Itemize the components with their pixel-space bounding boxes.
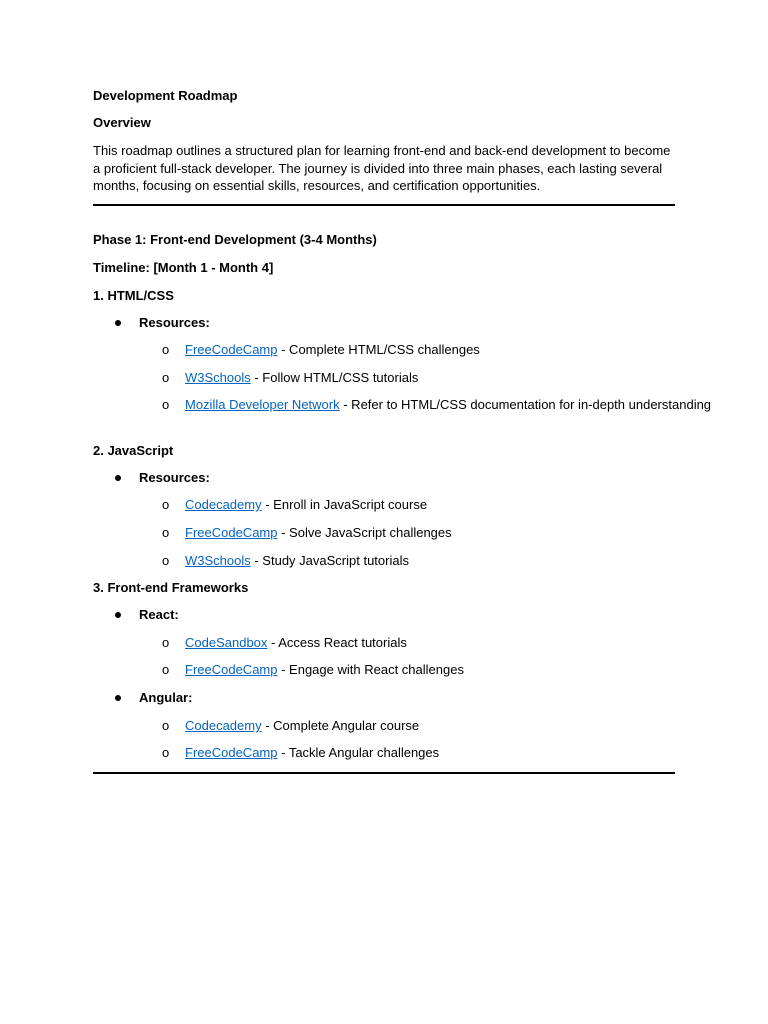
document-title: Development Roadmap bbox=[93, 88, 238, 103]
bullet-icon bbox=[115, 475, 121, 481]
section-heading-html-css: 1. HTML/CSS bbox=[93, 288, 174, 303]
link-w3schools[interactable]: W3Schools bbox=[185, 553, 251, 568]
circle-bullet-icon: o bbox=[162, 553, 170, 568]
list-item-text: - Follow HTML/CSS tutorials bbox=[250, 370, 419, 385]
circle-bullet-icon: o bbox=[162, 342, 170, 357]
list-item bbox=[93, 396, 768, 414]
list-item-text: - Refer to HTML/CSS documentation for in-depth understanding bbox=[339, 397, 712, 412]
list-item bbox=[93, 552, 767, 570]
circle-bullet-icon: o bbox=[162, 718, 170, 733]
link-freecodecamp[interactable]: FreeCodeCamp bbox=[185, 342, 278, 357]
link-codesandbox[interactable]: CodeSandbox bbox=[185, 635, 268, 650]
list-item bbox=[93, 717, 767, 735]
circle-bullet-icon: o bbox=[162, 525, 170, 540]
list-item bbox=[93, 341, 767, 359]
bullet-item bbox=[93, 469, 721, 487]
bullet-item bbox=[93, 606, 721, 624]
phase1-heading: Phase 1: Front-end Development (3-4 Months) bbox=[93, 232, 377, 247]
circle-bullet-icon: o bbox=[162, 662, 170, 677]
bullet-icon bbox=[115, 695, 121, 701]
list-item-text: - Solve JavaScript challenges bbox=[277, 525, 452, 540]
circle-bullet-icon: o bbox=[162, 635, 170, 650]
bullet-item bbox=[93, 314, 721, 332]
link-codecademy[interactable]: Codecademy bbox=[185, 497, 262, 512]
horizontal-rule-bottom bbox=[93, 772, 675, 774]
list-item-text: - Engage with React challenges bbox=[277, 662, 464, 677]
list-item bbox=[93, 496, 767, 514]
list-item bbox=[93, 744, 767, 762]
list-item bbox=[93, 524, 767, 542]
overview-paragraph: This roadmap outlines a structured plan for learning front-end and back-end development to become a proficient full-stack developer. The journey is divided into three main phases, each lasting several months, focusing on essential skills, resources, and certification opportunities. bbox=[93, 143, 671, 193]
list-item bbox=[93, 369, 767, 387]
list-item-text: - Study JavaScript tutorials bbox=[250, 553, 409, 568]
link-freecodecamp[interactable]: FreeCodeCamp bbox=[185, 525, 278, 540]
horizontal-rule-top bbox=[93, 204, 675, 206]
circle-bullet-icon: o bbox=[162, 745, 170, 760]
circle-bullet-icon: o bbox=[162, 497, 170, 512]
list-item-text: - Enroll in JavaScript course bbox=[261, 497, 428, 512]
phase1-timeline: Timeline: [Month 1 - Month 4] bbox=[93, 260, 274, 275]
link-w3schools[interactable]: W3Schools bbox=[185, 370, 251, 385]
link-codecademy[interactable]: Codecademy bbox=[185, 718, 262, 733]
list-item-text: - Complete Angular course bbox=[261, 718, 420, 733]
circle-bullet-icon: o bbox=[162, 397, 170, 412]
list-item bbox=[93, 634, 767, 652]
bullet-item bbox=[93, 689, 721, 707]
bullet-label: Resources: bbox=[139, 315, 210, 330]
bullet-icon bbox=[115, 320, 121, 326]
circle-bullet-icon: o bbox=[162, 370, 170, 385]
bullet-icon bbox=[115, 612, 121, 618]
list-item bbox=[93, 661, 767, 679]
link-freecodecamp[interactable]: FreeCodeCamp bbox=[185, 745, 278, 760]
bullet-label: Resources: bbox=[139, 470, 210, 485]
list-item-text: - Complete HTML/CSS challenges bbox=[277, 342, 480, 357]
overview-heading: Overview bbox=[93, 115, 151, 130]
section-heading-frameworks: 3. Front-end Frameworks bbox=[93, 580, 249, 595]
link-mozilla-developer-network[interactable]: Mozilla Developer Network bbox=[185, 397, 340, 412]
bullet-label: React: bbox=[139, 607, 179, 622]
list-item-text: - Access React tutorials bbox=[267, 635, 407, 650]
section-heading-javascript: 2. JavaScript bbox=[93, 443, 174, 458]
bullet-label: Angular: bbox=[139, 690, 193, 705]
link-freecodecamp[interactable]: FreeCodeCamp bbox=[185, 662, 278, 677]
list-item-text: - Tackle Angular challenges bbox=[277, 745, 440, 760]
